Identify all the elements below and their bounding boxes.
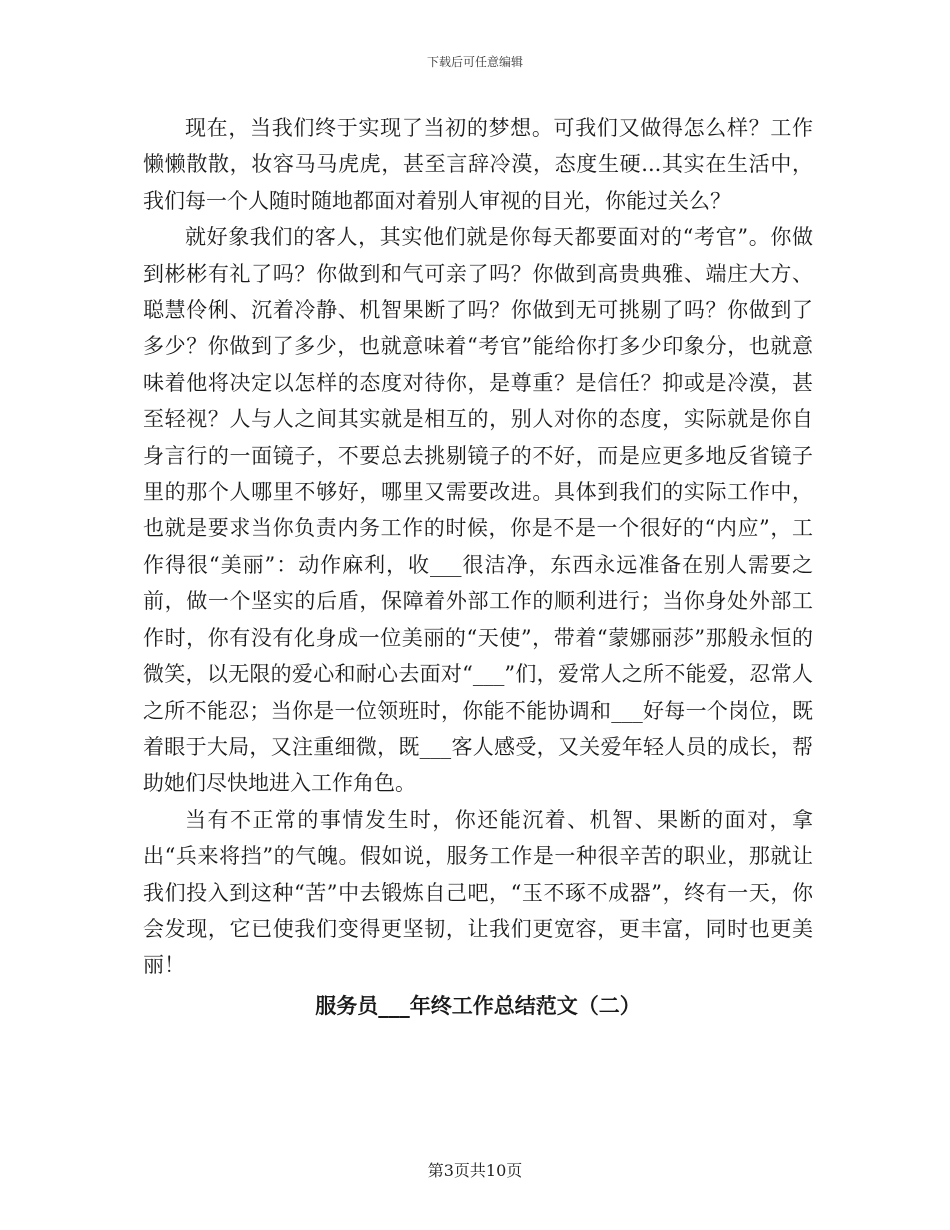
- page-header: 下载后可任意编辑: [426, 55, 523, 69]
- paragraph-1: 现在，当我们终于实现了当初的梦想。可我们又做得怎么样？工作懒懒散散，妆容马马虎虎，甚至言辞冷漠，态度生硬...其实在生活中，我们每一个人随时随地都面对着别人审视的目光，你能过关么？: [143, 116, 813, 213]
- page-footer: 第3页共10页: [427, 1161, 523, 1180]
- document-body: [143, 110, 813, 1030]
- section-title: 服务员___年终工作总结范文（二）: [315, 992, 641, 1018]
- paragraph-3: 当有不正常的事情发生时，你还能沉着、机智、果断的面对，拿出“兵来将挡”的气魄。假如说，服务工作是一种很辛苦的职业，那就让我们投入到这种“苦”中去锻炼自己吧，“玉不琢不成器”，终有一天，你会发现，它已使我们变得更坚韧，让我们更宽容，更丰富，同时也更美丽！: [143, 807, 813, 978]
- paragraph-2: 就好象我们的客人，其实他们就是你每天都要面对的“考官”。你做到彬彬有礼了吗？你做到和气可亲了吗？你做到高贵典雅、端庄大方、聪慧伶俐、沉着冷静、机智果断了吗？你做到无可挑剔了吗？你做到了多少？你做到了多少，也就意味着“考官”能给你打多少印象分，也就意味着他将决定以怎样的态度对待你，是尊重？是信任？抑或是冷漠，甚至轻视？人与人之间其实就是相互的，别人对你的态度，实际就是你自身言行的一面镜子，不要总去挑剔镜子的不好，而是应更多地反省镜子里的那个人哪里不够好，哪里又需要改进。具体到我们的实际工作中，也就是要求当你负责内务工作的时候，你是不是一个很好的“内应”，工作得很“美丽”：动作麻利，收___很洁净，东西永远准备在别人需要之前，做一个坚实的后盾，保障着外部工作的顺利进行；当你身处外部工作时，你有没有化身成一位美丽的“天使”，带着“蒙娜丽莎”那般永恒的微笑，以无限的爱心和耐心去面对“___”们，爱常人之所不能爱，忍常人之所不能忍；当你是一位领班时，你能不能协调和___好每一个岗位，既着眼于大局，又注重细微，既___客人感受，又关爱年轻人员的成长，帮助她们尽快地进入工作角色。: [143, 225, 813, 796]
